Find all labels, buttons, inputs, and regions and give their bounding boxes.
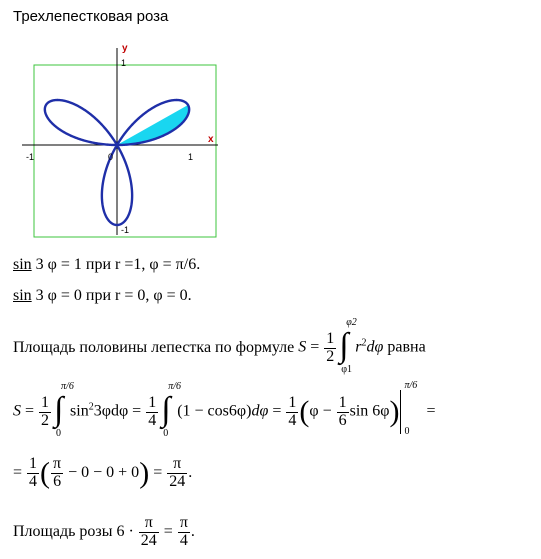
equals: =	[149, 463, 167, 481]
equals: =	[128, 402, 146, 420]
page-title: Трехлепестковая роза	[13, 8, 169, 25]
equals: =	[13, 463, 27, 481]
frac-den: 2	[326, 347, 335, 365]
equals: =	[306, 338, 324, 356]
area-symbol: S	[298, 338, 307, 356]
lower-limit: 0	[404, 426, 410, 437]
dphi: dφ	[366, 338, 384, 356]
area-symbol: S	[13, 402, 21, 420]
line1-rest: 3 φ = 1 при r =1, φ = π/6.	[31, 256, 201, 273]
frac-num: 1	[326, 329, 335, 347]
plot-frame	[34, 65, 216, 237]
result-line	[13, 456, 192, 491]
tick-bottom: -1	[121, 225, 130, 235]
upper-limit: π/6	[168, 381, 181, 392]
area-formula-line	[13, 317, 426, 375]
equals: =	[268, 402, 286, 420]
phi-minus: φ −	[309, 402, 336, 420]
equals-word: равна	[383, 338, 426, 356]
fraction-pi-6	[51, 456, 63, 491]
frac-den: 4	[29, 472, 38, 490]
frac-num: 1	[338, 393, 347, 411]
tick-right: 1	[188, 152, 194, 162]
line2-rest: 3 φ = 0 при r = 0, φ = 0.	[31, 287, 192, 304]
upper-limit: π/6	[404, 380, 418, 391]
equation-line-2	[13, 287, 192, 305]
frac-den: 4	[288, 411, 297, 429]
cos-term: (1 − cos6φ)	[177, 402, 252, 420]
frac-den: 4	[148, 411, 157, 429]
period: .	[188, 463, 193, 481]
equals: =	[21, 402, 39, 420]
frac-den: 2	[41, 411, 50, 429]
frac-den: 24	[140, 531, 157, 549]
frac-den: 24	[169, 472, 186, 490]
equals-tail: =	[422, 402, 436, 420]
integral-sign: ∫ π/6 0	[54, 381, 74, 439]
frac-den: 6	[53, 472, 62, 490]
lower-limit: 0	[56, 428, 62, 439]
evaluation-bar	[400, 380, 423, 437]
power: 2	[361, 337, 367, 349]
frac-num: π	[179, 514, 188, 531]
fraction-sixth	[337, 395, 349, 430]
sin-arg: 3φdφ	[93, 402, 129, 420]
rose-area-line	[13, 515, 195, 550]
lower-limit: 0	[163, 428, 169, 439]
x-axis-label: x	[208, 134, 214, 145]
fraction-quarter	[286, 395, 298, 430]
upper-limit: φ2	[346, 317, 357, 328]
right-paren: )	[139, 456, 150, 490]
integrand-r: r	[355, 338, 362, 356]
fraction-pi-24	[167, 456, 187, 491]
integral-sign: ∫ π/6 0	[161, 381, 181, 439]
frac-den: 4	[179, 531, 188, 549]
period: .	[190, 522, 195, 540]
dphi: dφ	[251, 402, 269, 420]
frac-num: 1	[41, 393, 50, 411]
area-text: Площадь половины лепестка по формуле	[13, 339, 299, 356]
frac-num: π	[167, 456, 187, 474]
integral-line	[13, 380, 436, 439]
fraction-quarter	[146, 395, 158, 430]
frac-den: 6	[338, 411, 347, 429]
sin-label: sin	[13, 256, 32, 273]
lower-limit: φ1	[341, 364, 353, 375]
upper-limit: π/6	[61, 381, 74, 392]
equation-line-1	[13, 256, 200, 274]
equals: =	[159, 522, 177, 540]
left-paren: (	[299, 395, 310, 428]
tick-top: 1	[121, 58, 127, 68]
left-paren: (	[40, 456, 51, 490]
frac-num: 1	[288, 393, 297, 411]
sin-power: 2	[88, 401, 94, 413]
rose-area-text: Площадь розы 6 ·	[13, 522, 138, 540]
frac-num: π	[139, 515, 159, 533]
rose-plot	[18, 40, 218, 240]
fraction-pi-4	[178, 515, 190, 550]
right-paren: )	[389, 395, 400, 428]
fraction-pi-24	[139, 515, 159, 550]
frac-num: 1	[148, 393, 157, 411]
y-axis-label: y	[122, 43, 128, 54]
zeros: − 0 − 0 + 0	[64, 463, 140, 481]
sin-label: sin	[13, 287, 32, 304]
integral-sign: ∫ φ2 φ1	[339, 317, 357, 375]
frac-num: 1	[29, 455, 38, 472]
sin6-term: sin 6φ	[349, 402, 390, 420]
fraction-quarter	[27, 456, 39, 491]
sin-term: sin	[70, 402, 89, 420]
fraction-half	[39, 395, 51, 430]
tick-left: -1	[26, 152, 35, 162]
fraction-half	[324, 331, 336, 366]
tick-origin: 0	[108, 152, 114, 162]
frac-num: π	[53, 455, 62, 472]
